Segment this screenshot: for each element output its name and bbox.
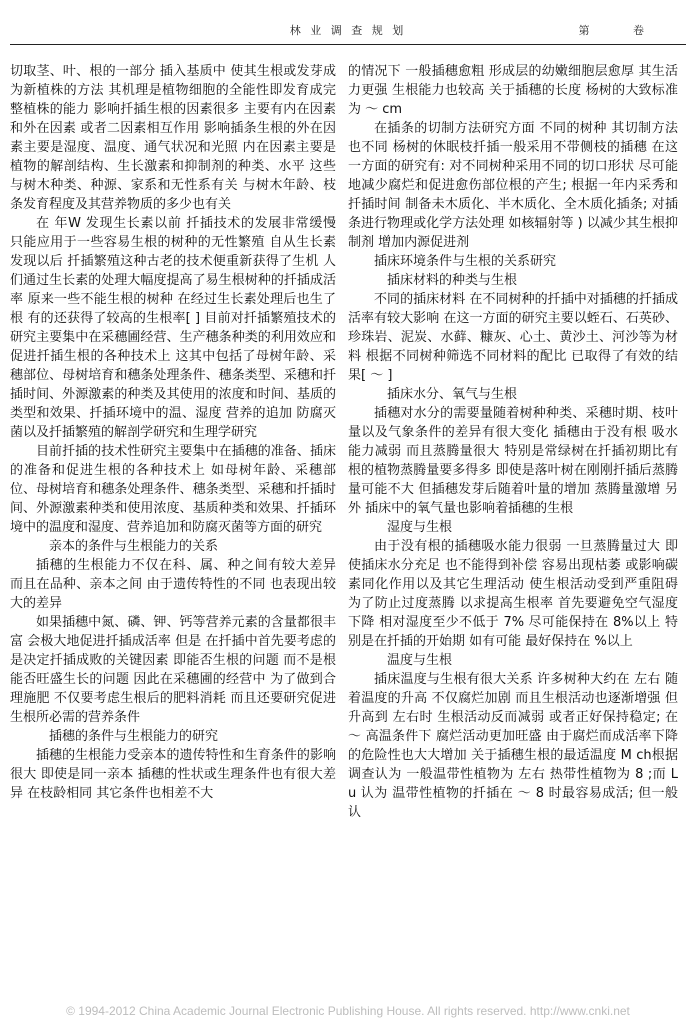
journal-title: 林 业 调 查 规 划: [289, 24, 407, 37]
paragraph: 插穗的生根能力不仅在科、属、种之间有较大差异 而且在品种、亲本之间 由于遗传特性的不同 也表现出较大的差异: [10, 558, 336, 611]
volume-label: 第 卷: [578, 24, 664, 37]
right-column: [348, 62, 678, 822]
paragraph: 插床温度与生根有很大关系 许多树种大约在 左右 随着温度的升高 不仅腐烂加剧 而且生根活动也逐渐增强 但升高到 左右时 生根活动反而减弱 或者正好保持稳定; 在 ～ 高温条件下 腐烂活动更加旺盛 由于腐烂而成活率下降的危险性也大大增加 关于插穗生根的最适温度 M ch根据调查认为 一般温带性植物为 左右 热带性植物为 8 ;而 L u 认为 温带性植物的扦插在 ～ 8 时最容易成活; 但一般认: [348, 672, 678, 820]
paragraph: 如果插穗中氮、磷、钾、钙等营养元素的含量都很丰富 会极大地促进扦插成活率 但是 在扦插中首先要考虑的是决定扦插成败的关键因素 即能否生根的问题 而不是根能否旺盛生长的问题 因此在采穗圃的经营中 为了做到合理施肥 不仅要考虑生根后的肥料消耗 而且还要研究促进生根所必需的营养条件: [10, 615, 336, 725]
subsection-heading: 湿度与生根: [387, 520, 453, 535]
page-header: [10, 0, 686, 45]
copyright-footer: © 1994-2012 China Academic Journal Electronic Publishing House. All rights reserved. http://www.cnki.net: [66, 1004, 630, 1018]
paragraph: 切取茎、叶、根的一部分 插入基质中 使其生根或发芽成为新植株的方法 其机理是植物细胞的全能性即发育成完整植株的能力 影响扦插生根的因素很多 主要有内在因素和外在因素 或者二因素相互作用 影响插条生根的外在因素主要是湿度、温度、通气状况和光照 内在因素主要是植物的解剖结构、生长激素和抑制剂的种类、水平 这些与树木种类、种源、家系和无性系有关 与树木年龄、枝条发育程度及其营养物质的多少也有关: [10, 64, 336, 212]
subsection-heading: 插床水分、氧气与生根: [387, 387, 518, 402]
paragraph: 在 年W 发现生长素以前 扦插技术的发展非常缓慢 只能应用于一些容易生根的树种的无性繁殖 自从生长素发现以后 扦插繁殖这种古老的技术便重新获得了生机 人们通过生长素的处理大幅度提高了易生根树种的扦插成活率 原来一些不能生根的树种 在经过生长素处理后也生了根 有的还获得了较高的生根率[ ] 目前对扦插繁殖技术的研究主要集中在采穗圃经营、生产穗条种类的利用效应和促进扦插生根的各种技术上 这其中包括了母树年龄、采穗部位、母树培育和穗条处理条件、穗条类型、采穗和扦插时间、外源激素的种类及其使用的浓度和时间、基质的类型和效果、扦插环境中的温、湿度 营养的追加 防腐灭菌以及扦插繁殖的解剖学研究和生理学研究: [10, 216, 336, 440]
subsection-heading: 温度与生根: [387, 653, 453, 668]
paragraph: 不同的插床材料 在不同树种的扦插中对插穗的扦插成活率有较大影响 在这一方面的研究主要以蛭石、石英砂、珍珠岩、泥炭、水藓、糠灰、心土、黄沙土、河沙等为材料 根据不同树种筛选不同材料的配比 已取得了有效的结果[ ～ ]: [348, 292, 678, 383]
paragraph: 插穗的生根能力受亲本的遗传特性和生育条件的影响很大 即使是同一亲本 插穗的性状或生理条件也有很大差异 在枝龄相同 其它条件也相差不大: [10, 748, 336, 801]
paragraph: 由于没有根的插穗吸水能力很弱 一旦蒸腾量过大 即使插床水分充足 也不能得到补偿 容易出现枯萎 或影响碳素同化作用以及其它生理活动 使生根活动受到严重阻碍 为了防止过度蒸腾 以求提高生根率 首先要避免空气湿度下降 相对湿度至少不低于 7% 尽可能保持在 8%以上 特别是在扦插的开始期 如有可能 最好保持在 %以上: [348, 539, 678, 649]
section-heading: 插穗的条件与生根能力的研究: [49, 729, 219, 744]
paragraph: 的情况下 一般插穗愈粗 形成层的幼嫩细胞层愈厚 其生活力更强 生根能力也较高 关于插穗的长度 杨树的大致标准为 ～ cm: [348, 64, 678, 117]
left-column: [10, 62, 336, 803]
subsection-heading: 插床材料的种类与生根: [387, 273, 518, 288]
paragraph: 目前扦插的技术性研究主要集中在插穗的准备、插床的准备和促进生根的各种技术上 如母树年龄、采穗部位、母树培育和穗条处理条件、穗条类型、采穗和扦插时间、外源激素种类和使用浓度、基质种类和效果、扦插环境中的温度和湿度、营养追加和防腐灭菌等方面的研究: [10, 444, 336, 535]
section-heading: 亲本的条件与生根能力的关系: [49, 539, 219, 554]
paragraph: 插穗对水分的需要量随着树种种类、采穗时期、枝叶量以及气象条件的差异有很大变化 插穗由于没有根 吸水能力减弱 而且蒸腾量很大 特别是常绿树在扦插初期比有根的植物蒸腾量要多得多 即使是落叶树在刚刚扦插后蒸腾量可能不大 但插穗发芽后随着叶量的增加 蒸腾量激增 另外 插床中的氧气量也影响着插穗的生根: [348, 406, 678, 516]
section-heading: 插床环境条件与生根的关系研究: [374, 254, 557, 269]
paragraph: 在插条的切制方法研究方面 不同的树种 其切制方法也不同 杨树的休眠枝扦插一般采用不带侧枝的插穗 在这一方面的研究有: 对不同树种采用不同的切口形状 尽可能地减少腐烂和促进愈伤部位根的产生; 根据一年内采秀和扦插时间 制备未木质化、半木质化、全木质化插条; 对插条进行物理或化学方法处理 如核辐射等 ) 以减少其生根抑制剂 增加内源促进剂: [348, 121, 678, 250]
